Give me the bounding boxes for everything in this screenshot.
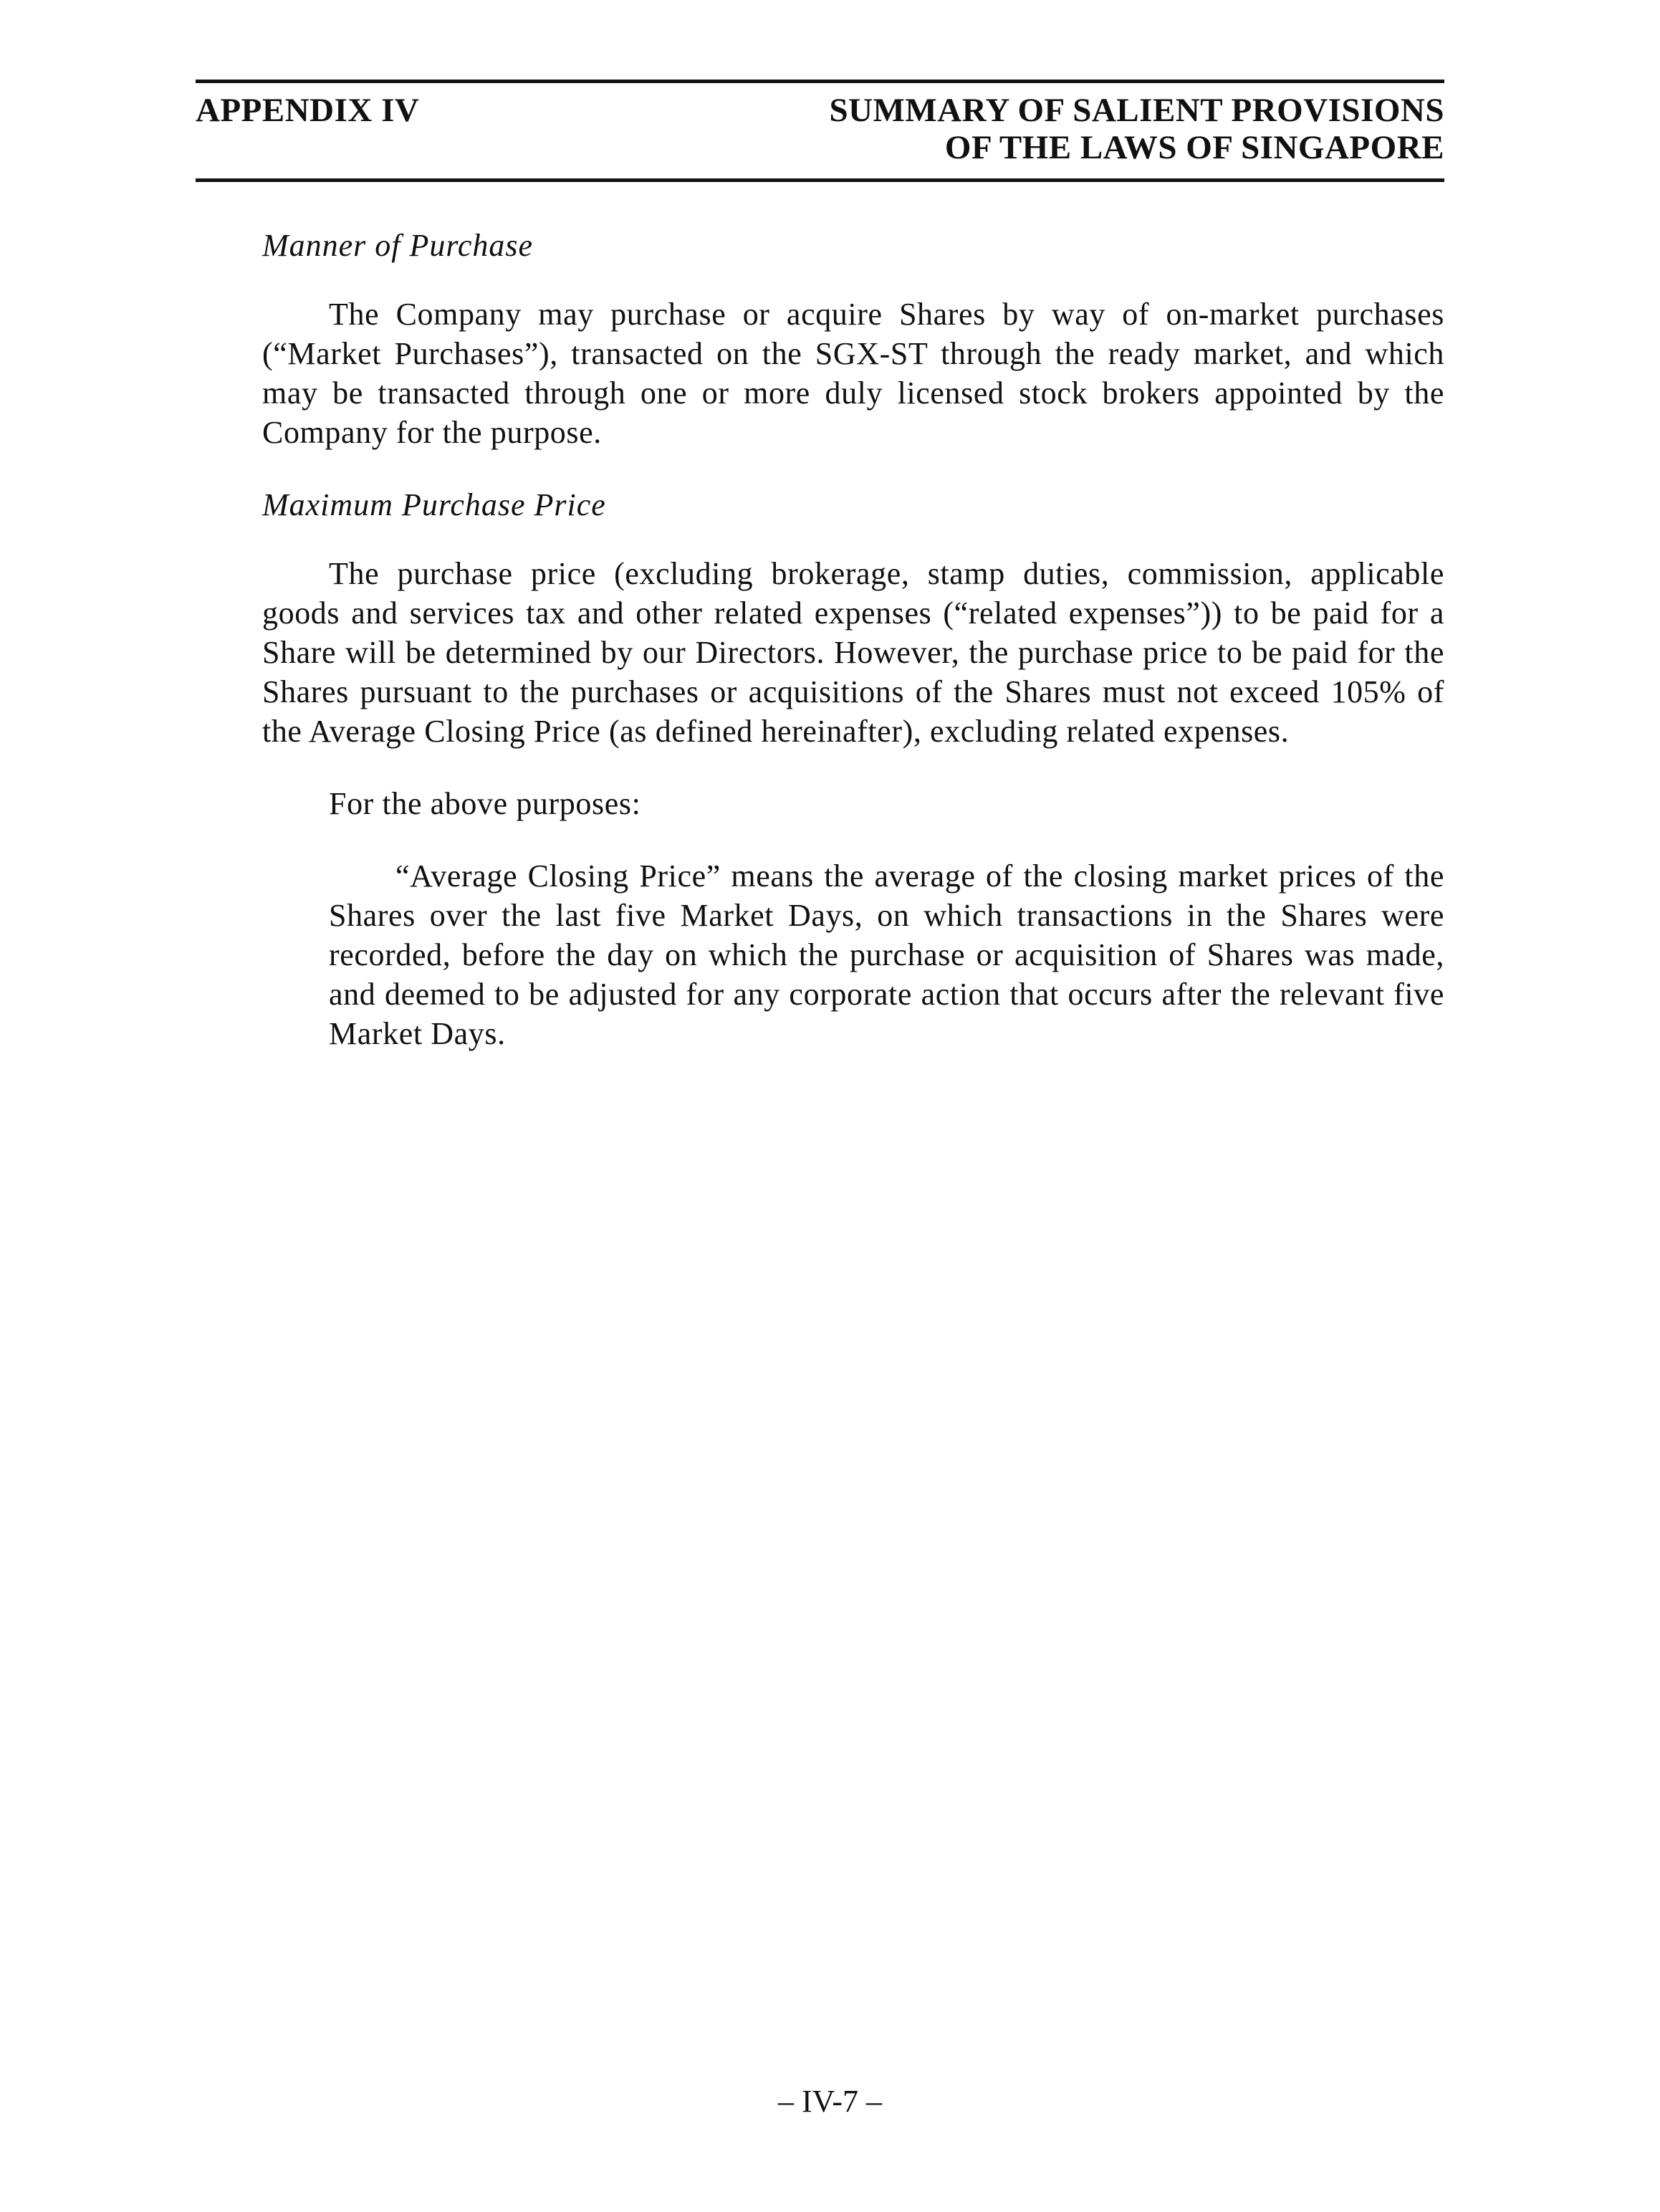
paragraph-manner-of-purchase: The Company may purchase or acquire Shares by way of on-market purchases (“Market Purchases”), transacted on the SGX-ST through the ready market, and which may be transacted through one or more duly licensed stock brokers appointed by the Company for the purpose. bbox=[262, 297, 1444, 450]
appendix-title-line-1: SUMMARY OF SALIENT PROVISIONS bbox=[829, 92, 1444, 129]
section-heading-maximum-purchase-price: Maximum Purchase Price bbox=[262, 487, 606, 522]
appendix-title-line-2: OF THE LAWS OF SINGAPORE bbox=[944, 129, 1444, 166]
section-heading-manner-of-purchase: Manner of Purchase bbox=[262, 228, 534, 263]
appendix-title bbox=[829, 92, 1444, 166]
header-bottom-rule bbox=[196, 178, 1444, 182]
appendix-label: APPENDIX IV bbox=[196, 92, 420, 129]
page-number: – IV-7 – bbox=[777, 2084, 883, 2119]
header-top-rule bbox=[196, 80, 1444, 83]
purposes-intro: For the above purposes: bbox=[329, 786, 641, 821]
definition-average-closing-price: “Average Closing Price” means the average of the closing market prices of the Shares over the last five Market Days, on which transactions in the Shares were recorded, before the day on which the purchase or acquisition of Shares was made, and deemed to be adjusted for any corporate action that occurs after the relevant five Market Days. bbox=[329, 858, 1444, 1051]
paragraph-maximum-purchase-price: The purchase price (excluding brokerage, stamp duties, commission, applicable goods and services tax and other related expenses (“related expenses”)) to be paid for a Share will be determined by our Directors. However, the purchase price to be paid for the Shares pursuant to the purchases or acquisitions of the Shares must not exceed 105% of the Average Closing Price (as defined hereinafter), excluding related expenses. bbox=[262, 556, 1444, 749]
body-content bbox=[262, 226, 1444, 1082]
